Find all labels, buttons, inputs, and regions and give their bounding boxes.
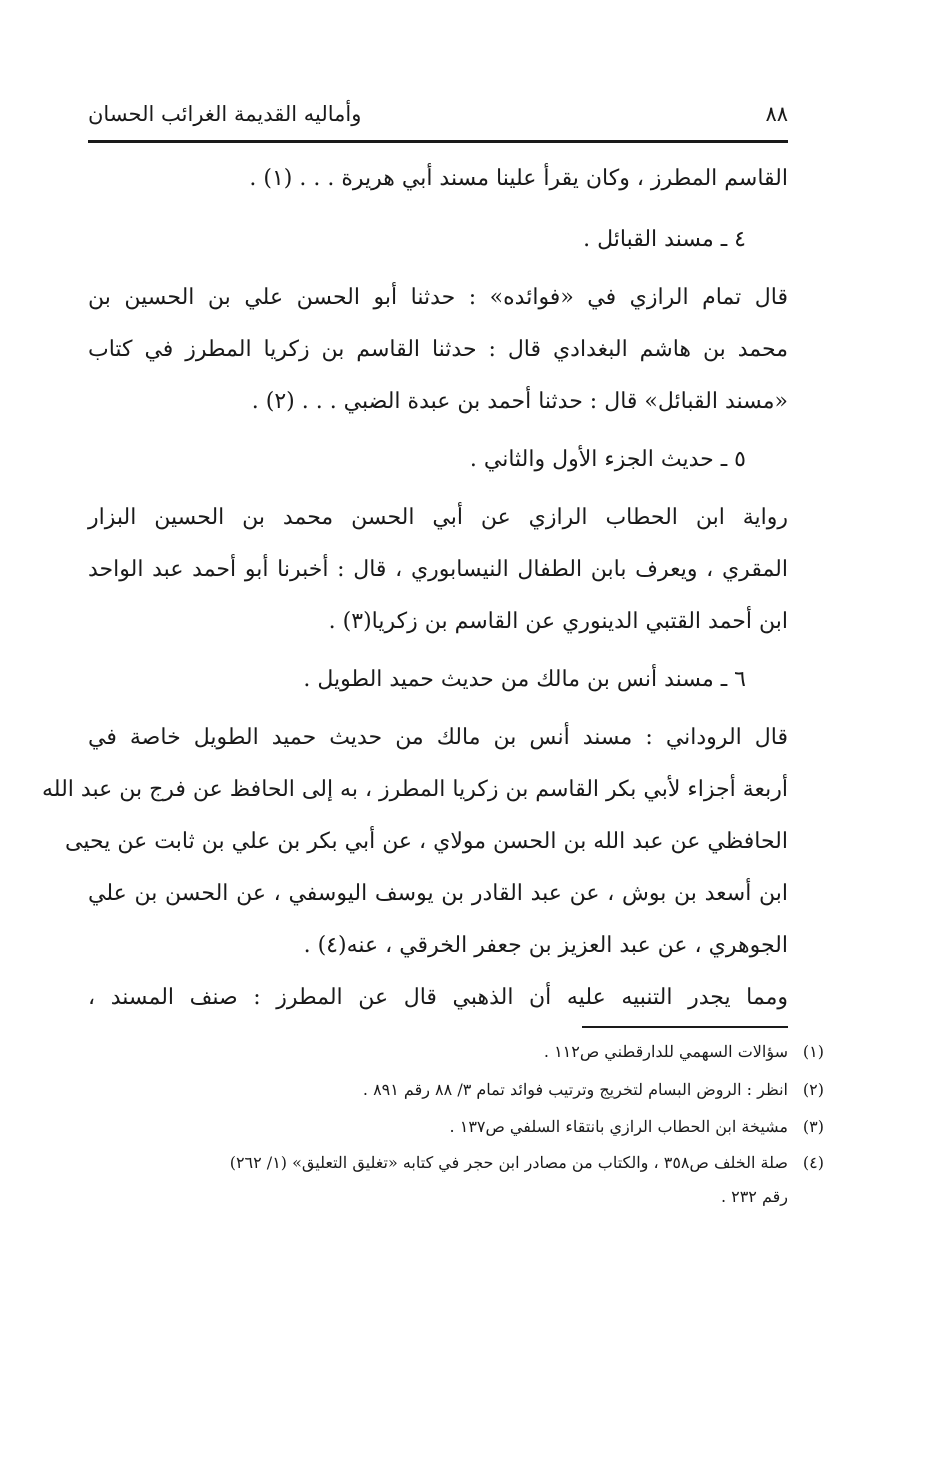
body-line: قال تمام الرازي في «فوائده» : حدثنا أبو الحسن علي بن الحسين بن xyxy=(88,285,788,310)
footnote xyxy=(88,1117,824,1136)
body-line: رواية ابن الحطاب الرازي عن أبي الحسن محمد بن الحسين البزار xyxy=(88,505,788,530)
running-title: وأماليه القديمة الغرائب الحسان xyxy=(88,102,362,126)
body-line: أربعة أجزاء لأبي بكر القاسم بن زكريا المطرز ، به إلى الحافظ عن فرج بن عبد الله xyxy=(42,777,788,802)
section-heading: ٦ ـ مسند أنس بن مالك من حديث حميد الطويل . xyxy=(303,667,746,692)
footnote-text: صلة الخلف ص٣٥٨ ، والكتاب من مصادر ابن حجر في كتابه «تغليق التعليق» (١/ ٢٦٢) xyxy=(229,1153,788,1172)
footnote-text: رقم ٢٣٢ . xyxy=(720,1187,788,1206)
footnote-number: (٢) xyxy=(802,1080,824,1099)
footnote-number: (٣) xyxy=(802,1117,824,1136)
footnote-text: مشيخة ابن الحطاب الرازي بانتقاء السلفي ص١٣٧ . xyxy=(449,1117,788,1136)
footnote xyxy=(88,1042,824,1061)
body-line: ومما يجدر التنبيه عليه أن الذهبي قال عن المطرز : صنف المسند ، xyxy=(88,985,788,1010)
body-line: الجوهري ، عن عبد العزيز بن جعفر الخرقي ، عنه(٤) . xyxy=(303,933,788,958)
page-number: ٨٨ xyxy=(765,102,788,126)
body-line: قال الروداني : مسند أنس بن مالك من حديث حميد الطويل خاصة في xyxy=(88,725,788,750)
body-line: المقري ، ويعرف بابن الطفال النيسابوري ، قال : أخبرنا أبو أحمد عبد الواحد xyxy=(88,557,788,582)
footnote-number: (٤) xyxy=(802,1153,824,1172)
footnote-text: انظر : الروض البسام لتخريج وترتيب فوائد تمام ٣/ ٨٨ رقم ٨٩١ . xyxy=(362,1080,788,1099)
footnote-number: (١) xyxy=(802,1042,824,1061)
body-line: ابن أحمد القتبي الدينوري عن القاسم بن زكريا(٣) . xyxy=(328,609,788,634)
body-line: محمد بن هاشم البغدادي قال : حدثنا القاسم بن زكريا المطرز في كتاب xyxy=(88,337,788,362)
footnote xyxy=(88,1187,788,1206)
section-heading: ٤ ـ مسند القبائل . xyxy=(583,227,746,252)
footnote-rule xyxy=(582,1026,788,1028)
body-line: «مسند القبائل» قال : حدثنا أحمد بن عبدة الضبي . . . (٢) . xyxy=(251,389,788,414)
footnote-text: سؤالات السهمي للدارقطني ص١١٢ . xyxy=(543,1042,788,1061)
page-header xyxy=(88,96,788,136)
footnote xyxy=(88,1153,824,1172)
body-line: الحافظي عن عبد الله بن الحسن مولاي ، عن أبي بكر بن علي بن ثابت عن يحيى xyxy=(65,829,788,854)
footnote xyxy=(88,1080,824,1099)
body-line: ابن أسعد بن بوش ، عن عبد القادر بن يوسف اليوسفي ، عن الحسن بن علي xyxy=(88,881,788,906)
body-line: القاسم المطرز ، وكان يقرأ علينا مسند أبي هريرة . . . (١) . xyxy=(249,166,788,191)
header-rule xyxy=(88,140,788,143)
section-heading: ٥ ـ حديث الجزء الأول والثاني . xyxy=(469,447,746,472)
